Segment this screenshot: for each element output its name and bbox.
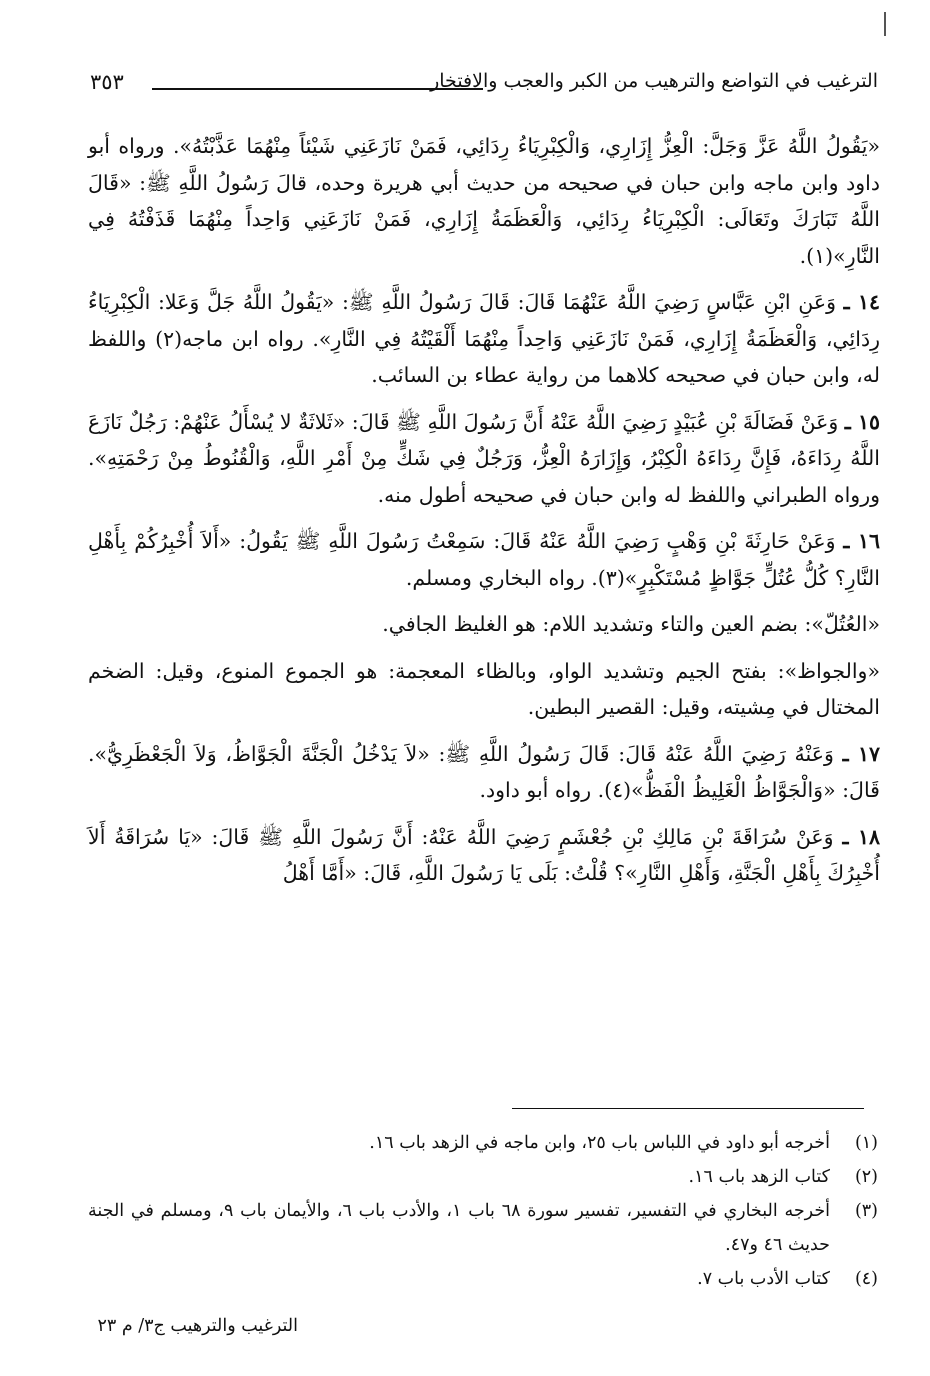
footnote-text: كتاب الزهد باب ١٦. xyxy=(688,1167,830,1187)
body-text xyxy=(88,128,880,902)
paragraph-text: وَعَنِ ابْنِ عَبَّاسٍ رَضِيَ اللَّهُ عَنْهُمَا قَالَ: قَالَ رَسُولُ اللَّهِ ﷺ: «يَقُولُ اللَّهُ جَلَّ وَعَلا: الْكِبْرِيَاءُ رِدَائِي، وَالْعَظَمَةُ إِزَارِي، فَمَنْ نَازَعَنِي وَاحِداً مِنْهُمَا أَلْقَيْتُهُ فِي النَّارِ». رواه ابن ماجه(٢) واللفظ له، وابن حبان في صحيحه كلاهما من رواية عطاء بن السائب. xyxy=(88,290,880,387)
footnote xyxy=(88,1194,878,1262)
footnote xyxy=(88,1126,878,1160)
footnotes xyxy=(88,1126,878,1296)
footnote-text: أخرجه أبو داود في اللباس باب ٢٥، وابن ماجه في الزهد باب ١٦. xyxy=(369,1133,830,1153)
paragraph-1 xyxy=(88,128,880,274)
hadith-number: ١٦ ـ xyxy=(843,529,880,553)
footnote-number: (٣) xyxy=(854,1201,878,1221)
running-title: الترغيب في التواضع والترهيب من الكبر والعجب والافتخار xyxy=(430,70,878,92)
hadith-16 xyxy=(88,523,880,596)
page-footer-signature: الترغيب والترهيب ج٣/ م ٢٣ xyxy=(97,1316,298,1336)
footnote-number: (١) xyxy=(854,1133,878,1153)
paragraph-text: «يَقُولُ اللَّهُ عَزَّ وَجَلَّ: الْعِزُّ إِزَارِي، وَالْكِبْرِيَاءُ رِدَائِي، فَمَنْ نَازَعَنِي شَيْئاً مِنْهُمَا عَذَّبْتُهُ». ورواه أبو داود وابن ماجه وابن حبان في صحيحه من حديث أبي هريرة وحده، قالَ رَسُولُ اللَّهِ ﷺ: «قَالَ اللَّهُ تَبَارَكَ وتَعَالَى: الْكِبْرِيَاءُ رِدَائِي، وَالْعَظَمَةُ إِزَارِي، فَمَنْ نَازَعَنِي وَاحِداً مِنْهُمَا قَذَفْتُهُ فِي النَّارِ»(١). xyxy=(88,134,880,268)
footnote-number: (٤) xyxy=(854,1269,878,1289)
page-number: ٣٥٣ xyxy=(90,70,124,94)
paragraph-text: «العُتُلّ»: بضم العين والتاء وتشديد اللام: هو الغليظ الجافي. xyxy=(382,612,880,636)
hadith-14 xyxy=(88,284,880,394)
footnote xyxy=(88,1160,878,1194)
paragraph-text: وَعَنْهُ رَضِيَ اللَّهُ عَنْهُ قَالَ: قَالَ رَسُولُ اللَّهِ ﷺ: «لاَ يَدْخُلُ الْجَنَّةَ الْجَوَّاظُ، وَلاَ الْجَعْظَرِيُّ». قَالَ: «وَالْجَوَّاظُ الْغَلِيظُ الْفَظُّ»(٤). رواه أبو داود. xyxy=(88,741,880,802)
hadith-17 xyxy=(88,736,880,809)
footnote-text: أخرجه البخاري في التفسير، تفسير سورة ٦٨ باب ١، والأدب باب ٦، والأيمان باب ٩، ومسلم في الجنة حديث ٤٦ و٤٧. xyxy=(88,1201,830,1255)
footnote xyxy=(88,1262,878,1296)
hadith-number: ١٤ ـ xyxy=(843,290,880,314)
hadith-number: ١٨ ـ xyxy=(842,824,880,849)
hadith-18 xyxy=(88,819,880,892)
hadith-number: ١٧ ـ xyxy=(842,741,880,766)
footnote-number: (٢) xyxy=(854,1167,878,1187)
paragraph-text: «والجواظ»: بفتح الجيم وتشديد الواو، وبالظاء المعجمة: هو الجموع المنوع، وقيل: الضخم المختال في مِشيته، وقيل: القصير البطين. xyxy=(88,658,880,719)
page-header xyxy=(90,68,878,100)
paragraph-text: وَعَنْ سُرَاقَةَ بْنِ مَالِكِ بْنِ جُعْشَمٍ رَضِيَ اللَّهُ عَنْهُ: أَنَّ رَسُولَ اللَّهِ ﷺ قَالَ: «يَا سُرَاقَةُ أَلاَ أُخْبِرُكَ بِأَهْلِ الْجَنَّةِ، وَأَهْلِ النَّارِ»؟ قُلْتُ: بَلَى يَا رَسُولَ اللَّهِ، قَالَ: «أَمَّا أَهْلُ xyxy=(88,824,880,885)
hadith-number: ١٥ ـ xyxy=(844,409,880,434)
footnote-rule xyxy=(512,1108,864,1109)
hadith-15 xyxy=(88,404,880,514)
gloss-utul xyxy=(88,606,880,643)
paragraph-text: وَعَنْ فَضَالَةَ بْنِ عُبَيْدٍ رَضِيَ اللَّهُ عَنْهُ أَنَّ رَسُولَ اللَّهِ ﷺ قَالَ: «ثَلاثَةٌ لا يُسْأَلُ عَنْهُمْ: رَجُلٌ نَازَعَ اللَّهُ رِدَاءَهُ، فَإِنَّ رِدَاءَهُ الْكِبْرُ، وَإِزَارَهُ الْعِزُّ، وَرَجُلٌ فِي شَكٍّ مِنْ أَمْرِ اللَّهِ، وَالْقُنُوطُ مِنْ رَحْمَتِهِ». ورواه الطبراني واللفظ له وابن حبان في صحيحه أطول منه. xyxy=(88,409,880,507)
paragraph-text: وَعَنْ حَارِثَةَ بْنِ وَهْبٍ رَضِيَ اللَّهُ عَنْهُ قَالَ: سَمِعْتُ رَسُولَ اللَّهِ ﷺ يَقُولُ: «أَلاَ أُخْبِرُكُمْ بِأَهْلِ النَّارِ؟ كُلُّ عُتُلٍّ جَوَّاظٍ مُسْتَكْبِرٍ»(٣). رواه البخاري ومسلم. xyxy=(88,529,880,590)
footnote-text: كتاب الأدب باب ٧. xyxy=(697,1269,830,1289)
gloss-jawwaz xyxy=(88,653,880,726)
edge-mark xyxy=(884,12,886,36)
header-rule xyxy=(152,88,483,90)
